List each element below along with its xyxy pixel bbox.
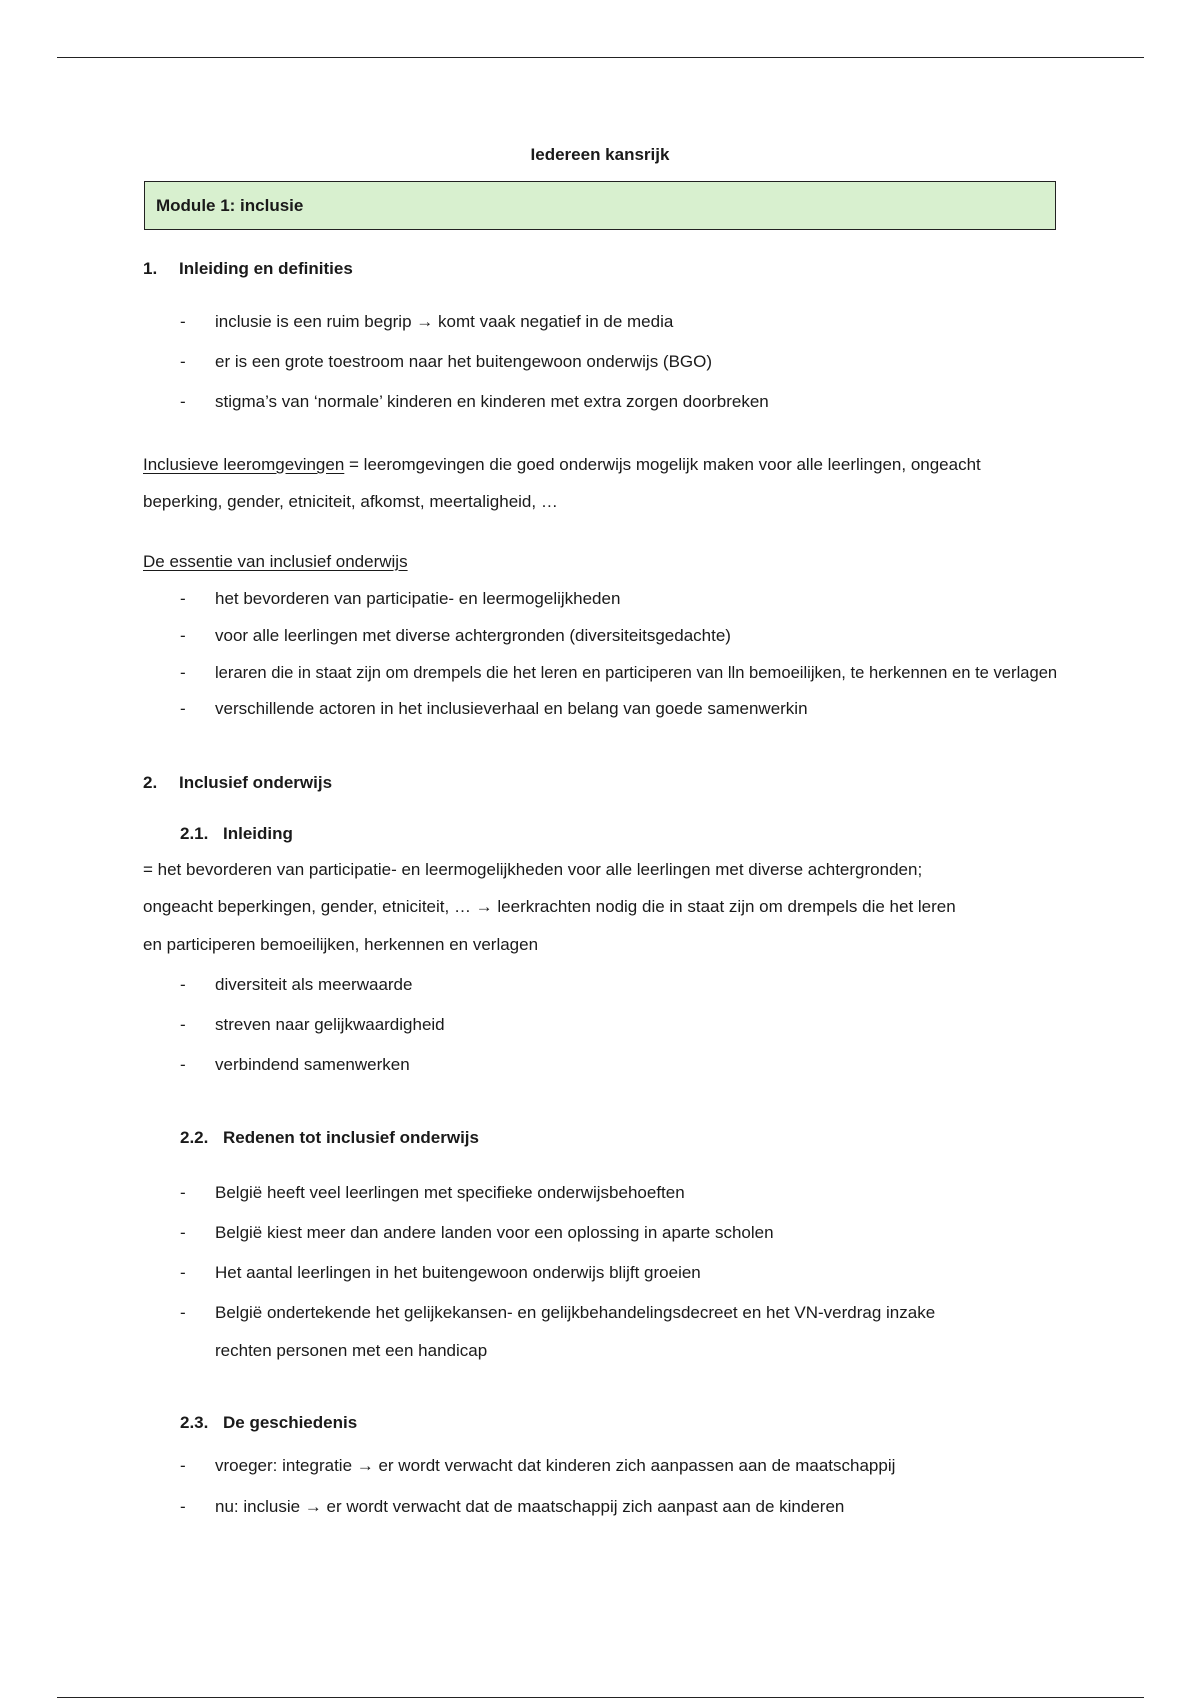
intro-line-2: ongeacht beperkingen, gender, etniciteit, … → leerkrachten nodig die in staat zijn om drempels die het leren xyxy=(143,897,956,916)
bullet-marker: - xyxy=(180,312,186,331)
bullet-marker: - xyxy=(180,699,186,718)
arrow-icon: → xyxy=(475,897,493,916)
definition-line-1: Inclusieve leeromgevingen = leeromgevingen die goed onderwijs mogelijk maken voor alle leerlingen, ongeacht xyxy=(143,455,981,474)
arrow-icon: → xyxy=(416,312,434,331)
arrow-icon: → xyxy=(304,1497,322,1516)
bullet-marker: - xyxy=(180,589,186,608)
intro-line-3: en participeren bemoeilijken, herkennen en verlagen xyxy=(143,935,539,954)
bullet-marker: - xyxy=(180,352,186,371)
bullet-marker: - xyxy=(180,392,186,411)
document-title: Iedereen kansrijk xyxy=(530,145,670,164)
definition-term: Inclusieve leeromgevingen xyxy=(143,455,345,474)
bullet-marker: - xyxy=(180,1183,186,1202)
bullet-marker: - xyxy=(180,663,186,682)
subsection-title: Inleiding xyxy=(223,824,293,843)
definition-line-2: beperking, gender, etniciteit, afkomst, meertaligheid, … xyxy=(143,492,558,511)
bullet-marker: - xyxy=(180,1263,186,1282)
essence-heading: De essentie van inclusief onderwijs xyxy=(143,552,408,571)
subsection-title: De geschiedenis xyxy=(223,1413,358,1432)
bullet-marker: - xyxy=(180,1223,186,1242)
header-rule xyxy=(57,57,1144,58)
bullet-marker: - xyxy=(180,1015,186,1034)
bullet-marker: - xyxy=(180,1497,186,1516)
bullet-marker: - xyxy=(180,1055,186,1074)
arrow-icon: → xyxy=(356,1456,374,1475)
bullet-marker: - xyxy=(180,1303,186,1322)
footer-rule xyxy=(57,1697,1144,1698)
subsection-number: 2.2. xyxy=(180,1128,209,1147)
subsection-title: Redenen tot inclusief onderwijs xyxy=(223,1128,479,1147)
bullet-marker: - xyxy=(180,1456,186,1475)
subsection-number: 2.1. xyxy=(180,824,209,843)
intro-line-1: = het bevorderen van participatie- en leermogelijkheden voor alle leerlingen met diverse achtergronden; xyxy=(143,860,923,879)
bullet-marker: - xyxy=(180,975,186,994)
module-heading-box: Module 1: inclusie xyxy=(144,181,1056,230)
subsection-number: 2.3. xyxy=(180,1413,209,1432)
section-title: Inleiding en definities xyxy=(179,259,353,278)
section-number: 1. xyxy=(143,259,158,278)
bullet-marker: - xyxy=(180,626,186,645)
section-title: Inclusief onderwijs xyxy=(179,773,333,792)
section-number: 2. xyxy=(143,773,158,792)
